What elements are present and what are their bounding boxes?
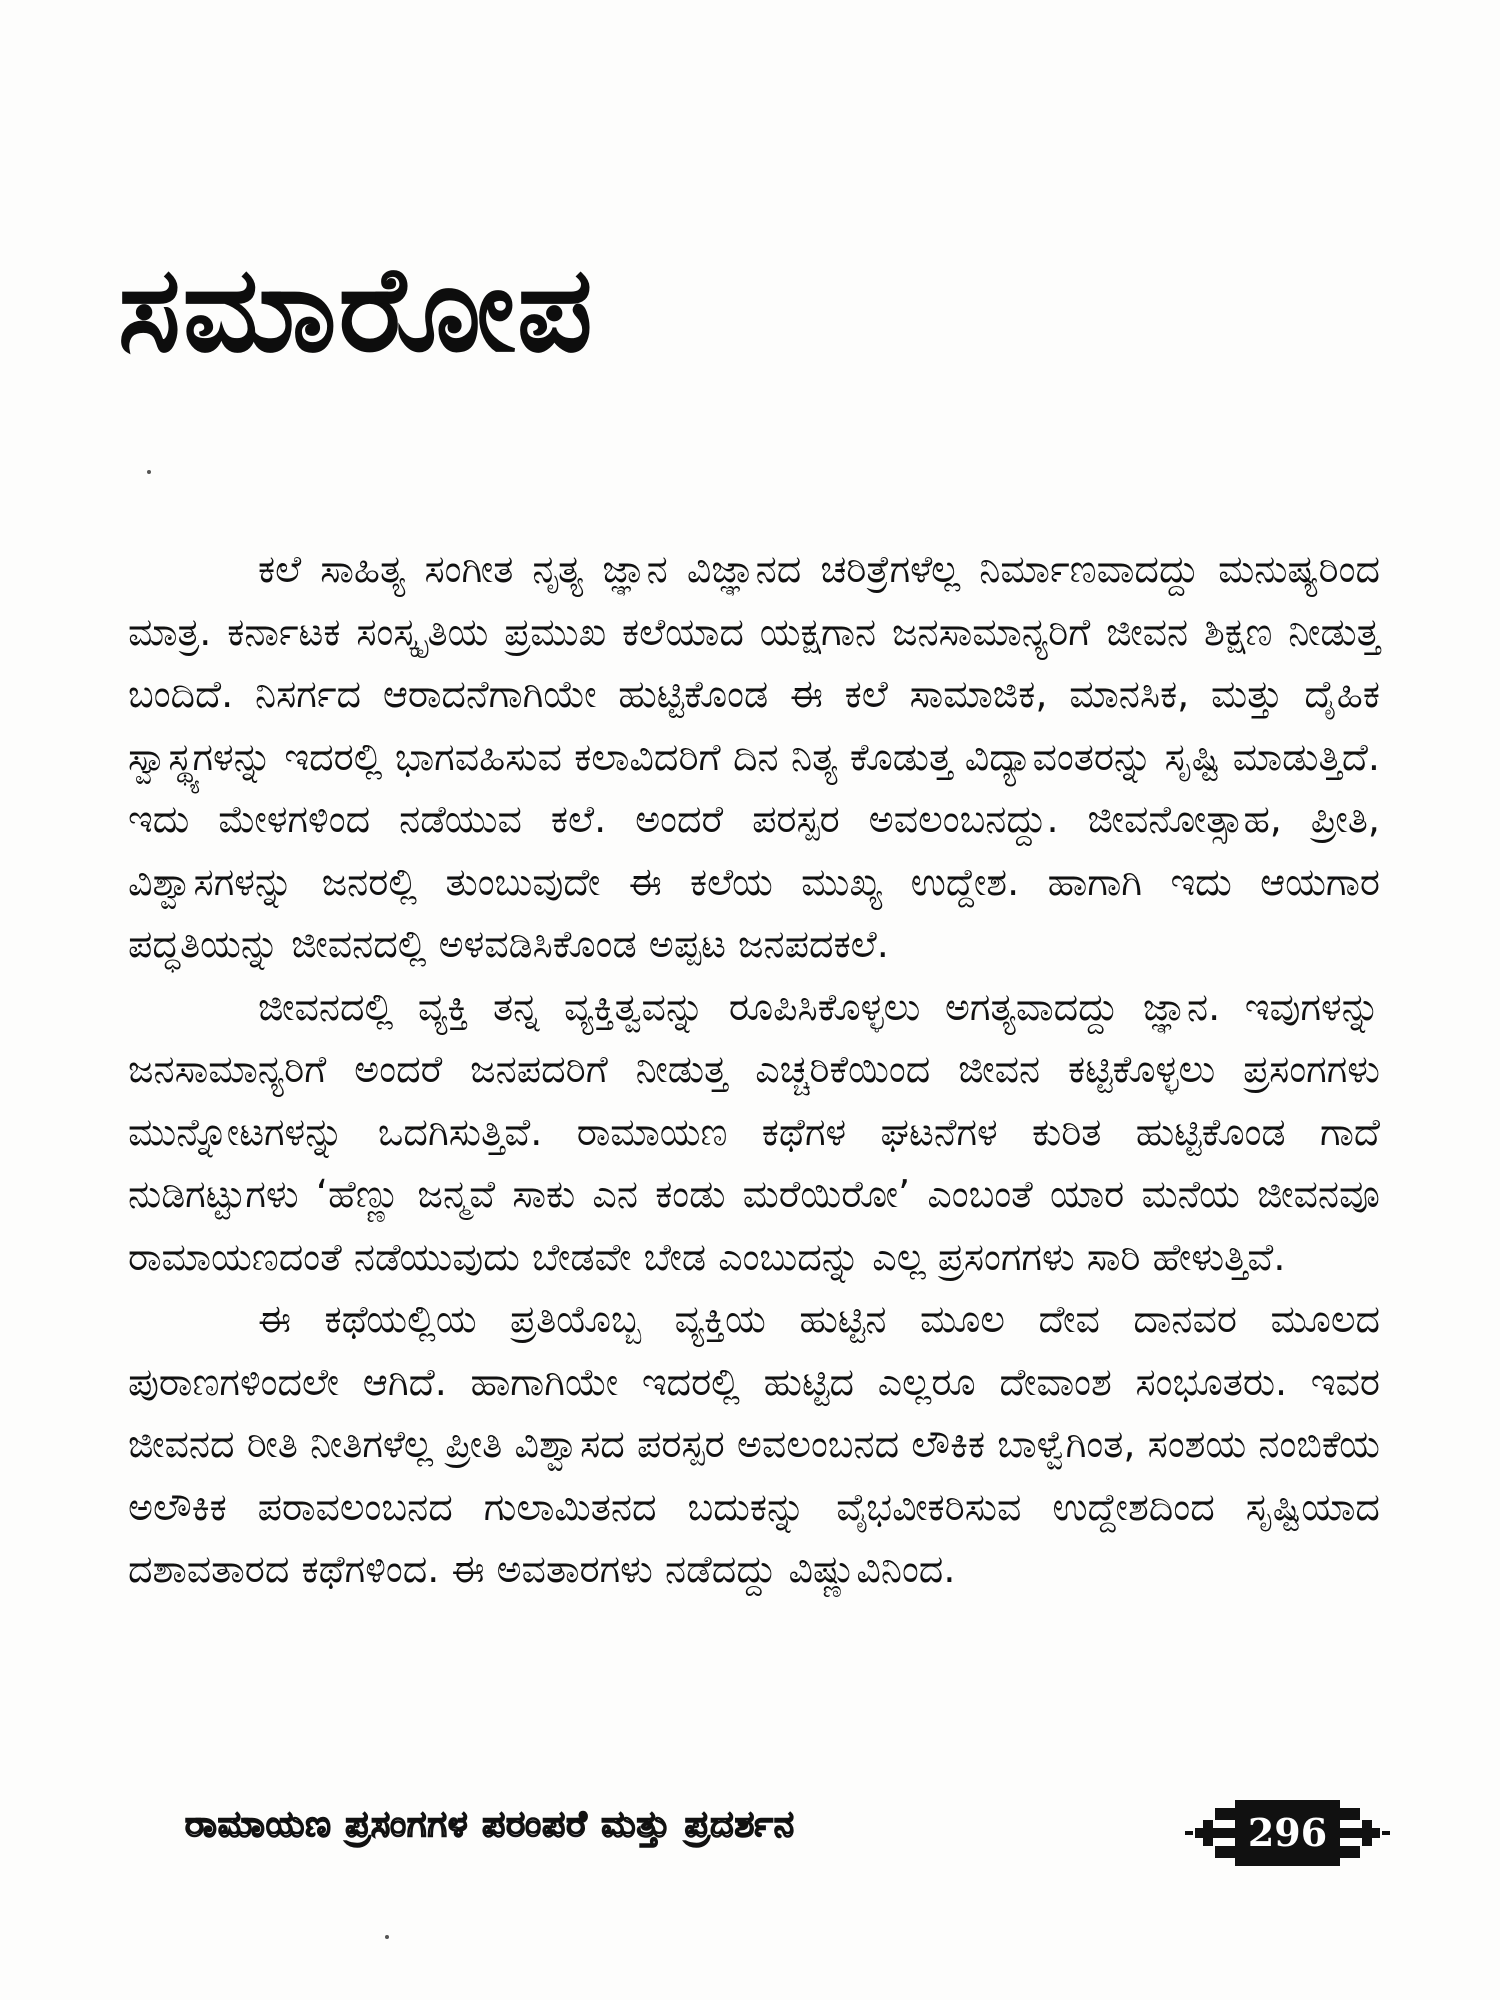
page-footer [175, 1798, 1400, 1868]
page-number-badge [1185, 1798, 1390, 1868]
paragraph [128, 976, 1380, 1289]
paragraph-text: ಕಲೆ ಸಾಹಿತ್ಯ ಸಂಗೀತ ನೃತ್ಯ ಜ್ಞಾನ ವಿಜ್ಞಾನದ ಚರಿತ್ರೆಗಳೆಲ್ಲ ನಿರ್ಮಾಣವಾದದ್ದು ಮನುಷ್ಯರಿಂದ ಮಾತ್ರ. ಕರ್ನಾಟಕ ಸಂಸ್ಕೃತಿಯ ಪ್ರಮುಖ ಕಲೆಯಾದ ಯಕ್ಷಗಾನ ಜನಸಾಮಾನ್ಯರಿಗೆ ಜೀವನ ಶಿಕ್ಷಣ ನೀಡುತ್ತ ಬಂದಿದೆ. ನಿಸರ್ಗದ ಆರಾದನೆಗಾಗಿಯೇ ಹುಟ್ಟಿಕೊಂಡ ಈ ಕಲೆ ಸಾಮಾಜಿಕ, ಮಾನಸಿಕ, ಮತ್ತು ದೈಹಿಕ ಸ್ವಾಸ್ಥ್ಯಗಳನ್ನು ಇದರಲ್ಲಿ ಭಾಗವಹಿಸುವ ಕಲಾವಿದರಿಗೆ ದಿನ ನಿತ್ಯ ಕೊಡುತ್ತ ವಿದ್ಯಾವಂತರನ್ನು ಸೃಷ್ಟಿ ಮಾಡುತ್ತಿದೆ. ಇದು ಮೇಳಗಳಿಂದ ನಡೆಯುವ ಕಲೆ. ಅಂದರೆ ಪರಸ್ಪರ ಅವಲಂಬನದ್ದು. ಜೀವನೋತ್ಸಾಹ, ಪ್ರೀತಿ, ವಿಶ್ವಾಸಗಳನ್ನು ಜನರಲ್ಲಿ ತುಂಬುವುದೇ ಈ ಕಲೆಯ ಮುಖ್ಯ ಉದ್ದೇಶ. ಹಾಗಾಗಿ ಇದು ಆಯಗಾರ ಪದ್ಧತಿಯನ್ನು ಜೀವನದಲ್ಲಿ ಅಳವಡಿಸಿಕೊಂಡ ಅಪ್ಪಟ ಜನಪದಕಲೆ. [128, 547, 1380, 966]
page-number: 296 [1247, 1810, 1328, 1855]
paragraph [128, 538, 1380, 976]
footer-book-title: ರಾಮಾಯಣ ಪ್ರಸಂಗಗಳ ಪರಂಪರೆ ಮತ್ತು ಪ್ರದರ್ಶನ [185, 1804, 795, 1845]
chapter-title: ಸಮಾರೋಪ [118, 240, 595, 378]
paragraph-text: ಈ ಕಥೆಯಲ್ಲಿಯ ಪ್ರತಿಯೊಬ್ಬ ವ್ಯಕ್ತಿಯ ಹುಟ್ಟಿನ ಮೂಲ ದೇವ ದಾನವರ ಮೂಲದ ಪುರಾಣಗಳಿಂದಲೇ ಆಗಿದೆ. ಹಾಗಾಗಿಯೇ ಇದರಲ್ಲಿ ಹುಟ್ಟಿದ ಎಲ್ಲರೂ ದೇವಾಂಶ ಸಂಭೂತರು. ಇವರ ಜೀವನದ ರೀತಿ ನೀತಿಗಳೆಲ್ಲ ಪ್ರೀತಿ ವಿಶ್ವಾಸದ ಪರಸ್ಪರ ಅವಲಂಬನದ ಲೌಕಿಕ ಬಾಳ್ವೆಗಿಂತ, ಸಂಶಯ ನಂಬಿಕೆಯ ಅಲೌಕಿಕ ಪರಾವಲಂಬನದ ಗುಲಾಮಿತನದ ಬದುಕನ್ನು ವೈಭವೀಕರಿಸುವ ಉದ್ದೇಶದಿಂದ ಸೃಷ್ಟಿಯಾದ ದಶಾವತಾರದ ಕಥೆಗಳಿಂದ. ಈ ಅವತಾರಗಳು ನಡೆದದ್ದು ವಿಷ್ಣುವಿನಿಂದ. [128, 1297, 1380, 1591]
scan-speck [385, 1935, 389, 1939]
scan-speck [147, 470, 151, 474]
paragraph [128, 1288, 1380, 1601]
body-text [128, 538, 1380, 1601]
paragraph-text: ಜೀವನದಲ್ಲಿ ವ್ಯಕ್ತಿ ತನ್ನ ವ್ಯಕ್ತಿತ್ವವನ್ನು ರೂಪಿಸಿಕೊಳ್ಳಲು ಅಗತ್ಯವಾದದ್ದು ಜ್ಞಾನ. ಇವುಗಳನ್ನು ಜನಸಾಮಾನ್ಯರಿಗೆ ಅಂದರೆ ಜನಪದರಿಗೆ ನೀಡುತ್ತ ಎಚ್ಚರಿಕೆಯಿಂದ ಜೀವನ ಕಟ್ಟಿಕೊಳ್ಳಲು ಪ್ರಸಂಗಗಳು ಮುನ್ನೋಟಗಳನ್ನು ಒದಗಿಸುತ್ತಿವೆ. ರಾಮಾಯಣ ಕಥೆಗಳ ಘಟನೆಗಳ ಕುರಿತ ಹುಟ್ಟಿಕೊಂಡ ಗಾದೆ ನುಡಿಗಟ್ಟುಗಳು ‘ಹೆಣ್ಣು ಜನ್ಮವೆ ಸಾಕು ಎನ ಕಂಡು ಮರೆಯಿರೋ’ ಎಂಬಂತೆ ಯಾರ ಮನೆಯ ಜೀವನವೂ ರಾಮಾಯಣದಂತೆ ನಡೆಯುವುದು ಬೇಡವೇ ಬೇಡ ಎಂಬುದನ್ನು ಎಲ್ಲ ಪ್ರಸಂಗಗಳು ಸಾರಿ ಹೇಳುತ್ತಿವೆ. [128, 984, 1380, 1279]
